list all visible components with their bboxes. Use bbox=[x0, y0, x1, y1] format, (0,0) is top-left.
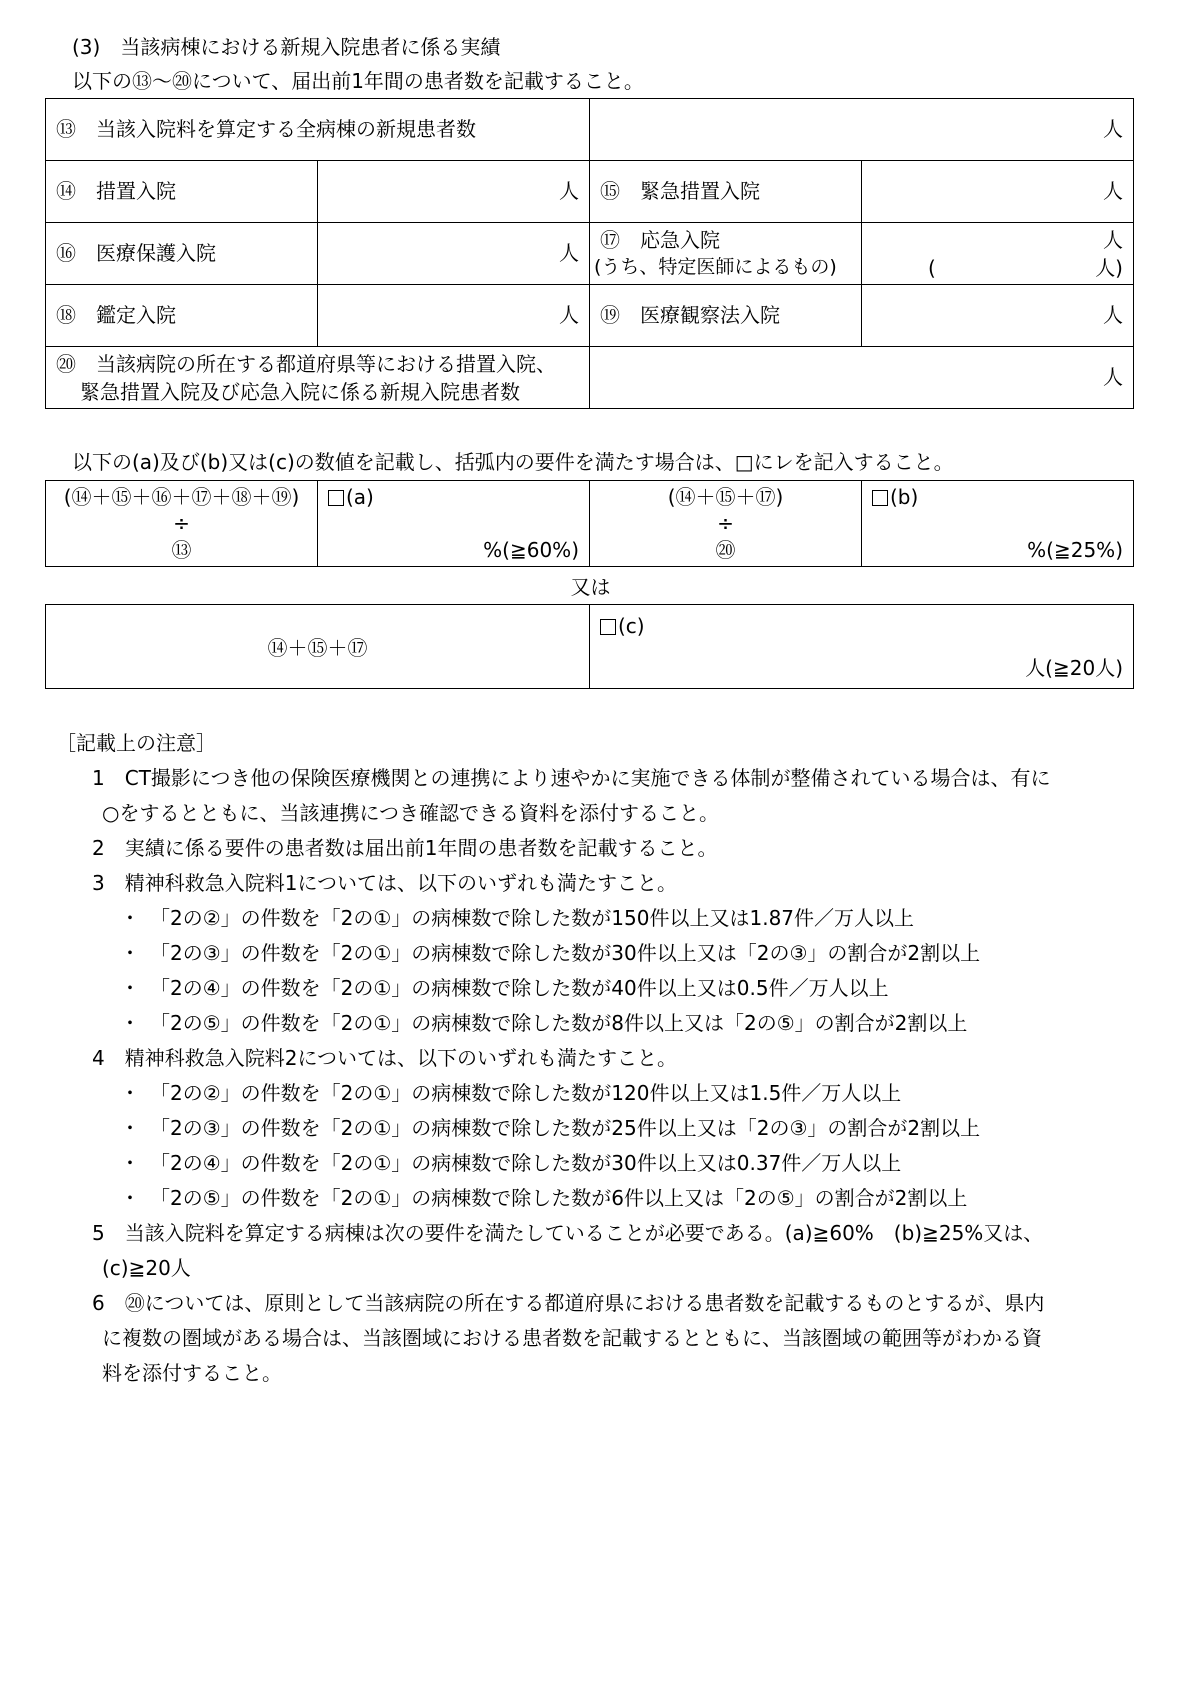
note-line: ・ 「2の②」の件数を「2の①」の病棟数で除した数が120件以上又は1.5件／万人以上 bbox=[120, 1081, 902, 1105]
row-20-value-cell[interactable] bbox=[590, 347, 1134, 409]
note-line: ・ 「2の②」の件数を「2の①」の病棟数で除した数が150件以上又は1.87件／万人以上 bbox=[120, 906, 915, 930]
formula-c: ⑭＋⑮＋⑰ bbox=[267, 636, 368, 660]
ratio-table bbox=[45, 480, 1134, 567]
formula-b-denominator: ⑳ bbox=[715, 538, 736, 562]
row-13-label-cell bbox=[46, 99, 590, 161]
row-20-label-line2: 緊急措置入院及び応急入院に係る新規入院患者数 bbox=[80, 380, 520, 404]
note-line: 1 CT撮影につき他の保険医療機関との連携により速やかに実施できる体制が整備されている場合は、有に bbox=[92, 766, 1051, 790]
note-line: (c)≧20人 bbox=[102, 1256, 191, 1280]
row-17-value-cell[interactable] bbox=[862, 223, 1134, 285]
checkbox-a[interactable] bbox=[328, 490, 344, 506]
row-15-value-cell[interactable] bbox=[862, 161, 1134, 223]
row-14-unit: 人 bbox=[559, 179, 579, 203]
note-line: 料を添付すること。 bbox=[102, 1361, 282, 1385]
requirement-b: %(≧25%) bbox=[1027, 538, 1123, 562]
note-line: ・ 「2の⑤」の件数を「2の①」の病棟数で除した数が8件以上又は「2の⑤」の割合が2割以上 bbox=[120, 1011, 968, 1035]
requirement-c: 人(≧20人) bbox=[1025, 656, 1123, 680]
note-line: ・ 「2の⑤」の件数を「2の①」の病棟数で除した数が6件以上又は「2の⑤」の割合が2割以上 bbox=[120, 1186, 968, 1210]
checkbox-a-label: (a) bbox=[346, 485, 374, 509]
formula-a-cell bbox=[46, 481, 318, 567]
requirement-a: %(≧60%) bbox=[483, 538, 579, 562]
note-line: ○をするとともに、当該連携につき確認できる資料を添付すること。 bbox=[102, 801, 720, 825]
row-20-label-line1: ⑳ 当該病院の所在する都道府県等における措置入院、 bbox=[56, 352, 556, 376]
row-15-label: ⑮ 緊急措置入院 bbox=[600, 179, 760, 203]
note-line: 5 当該入院料を算定する病棟は次の要件を満たしていることが必要である。(a)≧60% (b)≧25%又は、 bbox=[92, 1221, 1044, 1245]
row-14-value-cell[interactable] bbox=[318, 161, 590, 223]
note-line: 3 精神科救急入院料1については、以下のいずれも満たすこと。 bbox=[92, 871, 678, 895]
value-c-cell[interactable] bbox=[590, 605, 1134, 689]
row-18-value-cell[interactable] bbox=[318, 285, 590, 347]
note-line: 2 実績に係る要件の患者数は届出前1年間の患者数を記載すること。 bbox=[92, 836, 718, 860]
checkbox-c-label: (c) bbox=[618, 614, 645, 638]
formula-b-cell bbox=[590, 481, 862, 567]
row-18-label-cell bbox=[46, 285, 318, 347]
formula-a-denominator: ⑬ bbox=[171, 538, 192, 562]
note-line: ・ 「2の④」の件数を「2の①」の病棟数で除した数が30件以上又は0.37件／万人以上 bbox=[120, 1151, 902, 1175]
checkbox-b[interactable] bbox=[872, 490, 888, 506]
note-line: 4 精神科救急入院料2については、以下のいずれも満たすこと。 bbox=[92, 1046, 678, 1070]
row-17-sublabel: (うち、特定医師によるもの) bbox=[594, 256, 837, 278]
formula-c-cell bbox=[46, 605, 590, 689]
row-20-unit: 人 bbox=[1103, 365, 1123, 389]
row-17-label-cell bbox=[590, 223, 862, 285]
row-13-label: ⑬ 当該入院料を算定する全病棟の新規患者数 bbox=[56, 117, 476, 141]
row-19-value-cell[interactable] bbox=[862, 285, 1134, 347]
row-19-unit: 人 bbox=[1103, 303, 1123, 327]
section-instruction: 以下の⑬～⑳について、届出前1年間の患者数を記載すること。 bbox=[72, 69, 644, 93]
row-16-unit: 人 bbox=[559, 241, 579, 265]
row-18-label: ⑱ 鑑定入院 bbox=[56, 303, 176, 327]
checkbox-b-label: (b) bbox=[890, 485, 919, 509]
formula-b-numerator: (⑭＋⑮＋⑰) bbox=[667, 485, 784, 509]
value-a-cell[interactable] bbox=[318, 481, 590, 567]
row-19-label: ⑲ 医療観察法入院 bbox=[600, 303, 780, 327]
patient-count-table bbox=[45, 98, 1134, 409]
row-16-label: ⑯ 医療保護入院 bbox=[56, 241, 216, 265]
row-17-unit: 人 bbox=[1103, 228, 1123, 252]
row-13-unit: 人 bbox=[1103, 117, 1123, 141]
formula-b-divide: ÷ bbox=[717, 511, 734, 535]
count-table bbox=[45, 604, 1134, 689]
row-14-label: ⑭ 措置入院 bbox=[56, 179, 176, 203]
or-text: 又は bbox=[570, 575, 611, 599]
note-line: ・ 「2の③」の件数を「2の①」の病棟数で除した数が25件以上又は「2の③」の割合が2割以上 bbox=[120, 1116, 981, 1140]
value-b-cell[interactable] bbox=[862, 481, 1134, 567]
note-line: 6 ⑳については、原則として当該病院の所在する都道府県における患者数を記載するものとするが、県内 bbox=[92, 1291, 1045, 1315]
row-15-unit: 人 bbox=[1103, 179, 1123, 203]
row-16-value-cell[interactable] bbox=[318, 223, 590, 285]
instruction-ratio: 以下の(a)及び(b)又は(c)の数値を記載し、括弧内の要件を満たす場合は、□にレを記入すること。 bbox=[72, 450, 954, 474]
note-line: ・ 「2の④」の件数を「2の①」の病棟数で除した数が40件以上又は0.5件／万人以上 bbox=[120, 976, 889, 1000]
checkbox-c[interactable] bbox=[600, 619, 616, 635]
formula-a-numerator: (⑭＋⑮＋⑯＋⑰＋⑱＋⑲) bbox=[63, 485, 300, 509]
notes-heading: ［記載上の注意］ bbox=[56, 731, 216, 755]
row-16-label-cell bbox=[46, 223, 318, 285]
row-15-label-cell bbox=[590, 161, 862, 223]
row-14-label-cell bbox=[46, 161, 318, 223]
note-line: ・ 「2の③」の件数を「2の①」の病棟数で除した数が30件以上又は「2の③」の割合が2割以上 bbox=[120, 941, 981, 965]
row-20-label-cell bbox=[46, 347, 590, 409]
formula-a-divide: ÷ bbox=[173, 511, 190, 535]
row-19-label-cell bbox=[590, 285, 862, 347]
row-13-value-cell[interactable] bbox=[590, 99, 1134, 161]
row-17-sub-unit: 人) bbox=[1095, 256, 1123, 280]
row-17-label: ⑰ 応急入院 bbox=[600, 228, 720, 252]
note-line: に複数の圏域がある場合は、当該圏域における患者数を記載するとともに、当該圏域の範囲等がわかる資 bbox=[102, 1326, 1042, 1350]
row-18-unit: 人 bbox=[559, 303, 579, 327]
section-title: (3) 当該病棟における新規入院患者に係る実績 bbox=[72, 35, 501, 59]
row-17-sub-open: ( bbox=[928, 256, 936, 280]
